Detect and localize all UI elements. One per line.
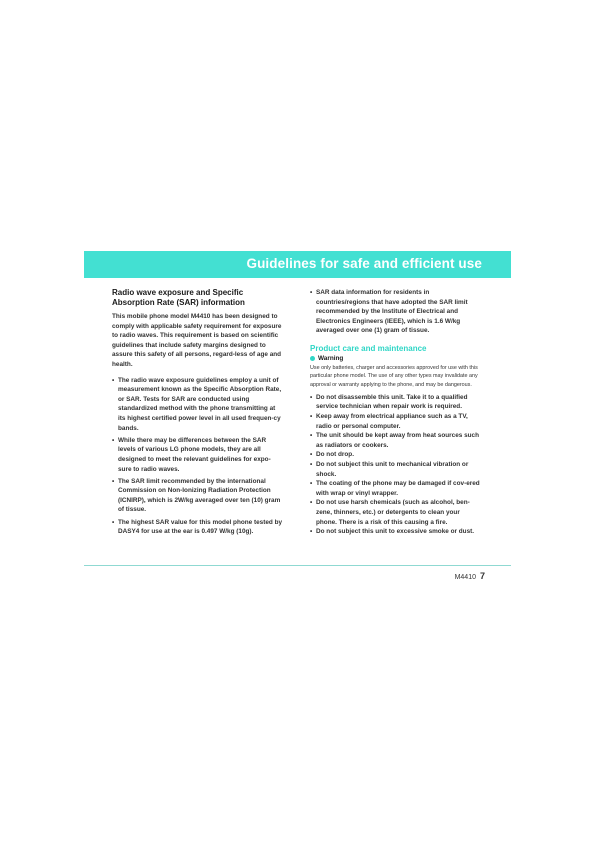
care-bullet-list — [310, 393, 482, 537]
footer-model-name: M4410 — [454, 574, 476, 581]
care-bullet-item: • Do not disassemble this unit. Take it to a qualified service technician when repair work is required. — [310, 393, 482, 412]
section-title-header: Guidelines for safe and efficient use — [246, 256, 482, 271]
sar-bullet-list — [112, 376, 284, 537]
page-number: 7 — [479, 571, 485, 581]
care-bullet-item: • Do not use harsh chemicals (such as alcohol, ben-zene, thinners, etc.) or detergents to clean your phone. There is a risk of this causing a fire. — [310, 498, 482, 527]
sar-bullet-item: • The radio wave exposure guidelines employ a unit of measurement known as the Specific Absorption Rate, or SAR. Tests for SAR are conducted using standardized method with the phone transmitting at its highest certified power level in all used frequen-cy bands. — [112, 376, 284, 434]
section-header-band — [84, 251, 511, 278]
sar-intro-paragraph: This mobile phone model M4410 has been designed to comply with applicable safety requirement for exposure to radio waves. This requirement is based on scientific guidelines that include safety margins designed to assure this safety of all persons, regard-less of age and health. — [112, 313, 282, 368]
warning-bullet-icon — [310, 356, 315, 361]
care-bullet-item: • Do not subject this unit to excessive smoke or dust. — [310, 527, 482, 537]
sar-ieee-bullet-item: • SAR data information for residents in countries/regions that have adopted the SAR limit recommended by the Institute of Electrical and Electronics Engineers (IEEE), which is 1.6 W/kg averaged over one (1) gram of tissue. — [310, 288, 482, 336]
sar-bullet-item: • The SAR limit recommended by the international Commission on Non-Ionizing Radiation Protection (ICNIRP), which is 2W/kg averaged over ten (10) gram of tissue. — [112, 477, 284, 515]
warning-label: Warning — [318, 354, 344, 362]
left-column — [112, 288, 284, 539]
sar-bullet-item: • While there may be differences between the SAR levels of various LG phone models, they are all designed to meet the relevant guidelines for expo-sure to radio waves. — [112, 436, 284, 474]
warning-row — [310, 355, 482, 362]
right-column — [310, 288, 482, 537]
page-footer — [455, 571, 485, 581]
care-bullet-item: • Do not drop. — [310, 450, 482, 460]
footer-divider — [84, 565, 511, 566]
product-care-title: Product care and maintenance — [310, 343, 427, 353]
care-bullet-item: • The unit should be kept away from heat sources such as radiators or cookers. — [310, 431, 482, 450]
warning-text: Use only batteries, charger and accessories approved for use with this particular phone model. The use of any other types may invalidate any approval or warranty applying to the phone, and may be dangerous. — [310, 364, 478, 388]
care-bullet-item: • Do not subject this unit to mechanical vibration or shock. — [310, 460, 482, 479]
sar-ieee-bullet-list — [310, 288, 482, 336]
sar-heading: Radio wave exposure and Specific Absorption Rate (SAR) information — [112, 288, 245, 307]
care-bullet-item: • The coating of the phone may be damaged if cov-ered with wrap or vinyl wrapper. — [310, 479, 482, 498]
care-bullet-item: • Keep away from electrical appliance such as a TV, radio or personal computer. — [310, 412, 482, 431]
sar-bullet-item: • The highest SAR value for this model phone tested by DASY4 for use at the ear is 0.497 W/kg (10g). — [112, 518, 284, 537]
